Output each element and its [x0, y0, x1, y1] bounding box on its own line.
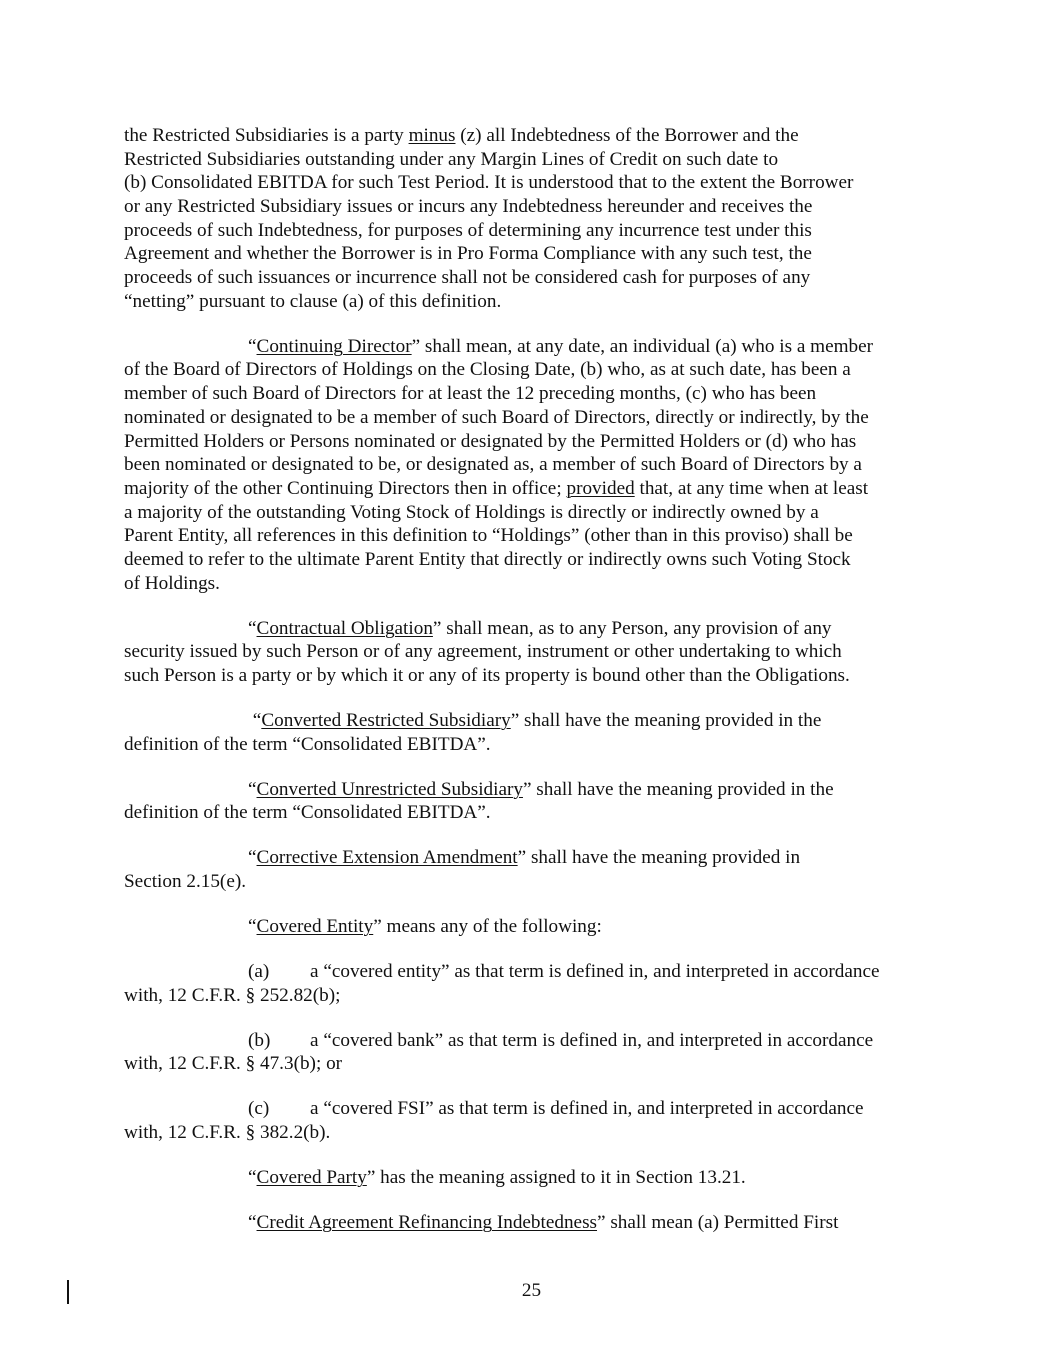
text-segment: ” shall have the meaning provided in: [517, 847, 801, 869]
text-line: [124, 846, 944, 870]
text-segment: nominated or designated to be a member of such Board of Directors, directly or indirectly, by the: [124, 406, 869, 428]
text-segment: a “covered bank” as that term is defined in, and interpreted in accordance: [310, 1029, 874, 1051]
paragraph: [124, 124, 944, 314]
text-line: [124, 124, 944, 148]
text-segment: ” shall have the meaning provided in the: [522, 778, 834, 800]
text-segment: a “covered entity” as that term is defined in, and interpreted in accordance: [310, 961, 880, 983]
defined-term: Covered Entity: [256, 916, 374, 938]
text-line: [124, 242, 944, 266]
text-segment: Permitted Holders or Persons nominated or designated by the Permitted Holders or (d) who has: [124, 430, 857, 452]
text-line: [124, 778, 944, 802]
paragraph: [124, 915, 944, 939]
text-segment: ” shall mean, as to any Person, any provision of any: [432, 617, 832, 639]
text-line: [124, 219, 944, 243]
text-segment: (z) all Indebtedness of the Borrower and the: [455, 125, 799, 146]
text-line: [124, 548, 944, 572]
clause-label: (a): [248, 961, 270, 983]
text-segment: definition of the term “Consolidated EBITDA”.: [124, 733, 491, 755]
text-segment: with, 12 C.F.R. § 47.3(b); or: [124, 1053, 343, 1075]
defined-term: Converted Unrestricted Subsidiary: [256, 778, 523, 800]
text-line: [124, 501, 944, 525]
text-segment: a “covered FSI” as that term is defined in, and interpreted in accordance: [310, 1098, 864, 1120]
text-line: [124, 664, 944, 688]
text-segment: Agreement and whether the Borrower is in Pro Forma Compliance with any such test, the: [124, 243, 812, 265]
text-line: [124, 733, 944, 757]
text-line: [124, 1097, 944, 1121]
text-segment: ” has the meaning assigned to it in Section 13.21.: [366, 1167, 746, 1189]
clause-label: (c): [248, 1098, 270, 1120]
text-segment: Restricted Subsidiaries outstanding under any Margin Lines of Credit on such date to: [124, 148, 779, 170]
text-segment: deemed to refer to the ultimate Parent Entity that directly or indirectly owns such Voting Stock: [124, 548, 851, 570]
text-segment: proceeds of such issuances or incurrence shall not be considered cash for purposes of any: [124, 267, 811, 289]
defined-term: minus: [408, 125, 456, 146]
text-line: [124, 960, 944, 984]
text-line: [124, 1029, 944, 1053]
defined-term: provided: [566, 477, 635, 499]
text-line: [124, 290, 944, 314]
text-segment: “: [248, 335, 257, 357]
text-segment: Parent Entity, all references in this definition to “Holdings” (other than in this proviso) shall be: [124, 525, 853, 547]
text-segment: with, 12 C.F.R. § 382.2(b).: [124, 1122, 331, 1144]
text-segment: proceeds of such Indebtedness, for purposes of determining any incurrence test under this: [124, 219, 812, 241]
text-segment: or any Restricted Subsidiary issues or incurs any Indebtedness hereunder and receives the: [124, 196, 813, 218]
text-line: [124, 148, 944, 172]
text-segment: been nominated or designated to be, or designated as, a member of such Board of Directors by a: [124, 454, 862, 476]
text-segment: “: [248, 916, 257, 938]
text-line: [124, 1121, 944, 1145]
paragraph: [124, 846, 944, 893]
text-segment: “: [248, 1167, 257, 1189]
text-segment: “: [248, 1212, 257, 1234]
paragraph: [124, 960, 944, 1007]
text-line: [124, 382, 944, 406]
paragraph: [124, 335, 944, 596]
paragraph: [124, 617, 944, 688]
text-line: [124, 801, 944, 825]
text-line: [124, 870, 944, 894]
paragraph: [124, 778, 944, 825]
text-line: [124, 477, 944, 501]
paragraph: [124, 1166, 944, 1190]
text-segment: “netting” pursuant to clause (a) of this definition.: [124, 290, 502, 312]
text-segment: security issued by such Person or of any agreement, instrument or other undertaking to which: [124, 641, 842, 663]
text-segment: member of such Board of Directors for at least the 12 preceding months, (c) who has been: [124, 383, 817, 405]
text-segment: with, 12 C.F.R. § 252.82(b);: [124, 984, 341, 1006]
text-line: [124, 640, 944, 664]
text-line: [124, 617, 944, 641]
text-segment: “: [248, 617, 257, 639]
paragraph: [124, 1211, 944, 1235]
text-line: [124, 335, 944, 359]
text-segment: that, at any time when at least: [634, 477, 869, 499]
paragraph: [124, 709, 944, 756]
text-line: [124, 709, 944, 733]
text-segment: Section 2.15(e).: [124, 871, 247, 893]
text-segment: majority of the other Continuing Directors then in office;: [124, 477, 567, 499]
text-segment: the Restricted Subsidiaries is a party: [124, 125, 409, 146]
text-line: [124, 524, 944, 548]
clause-label: (b): [248, 1029, 271, 1051]
text-line: [124, 430, 944, 454]
text-line: [124, 1166, 944, 1190]
text-segment: “: [248, 710, 262, 732]
text-line: [124, 1052, 944, 1076]
text-line: [124, 453, 944, 477]
text-segment: “: [248, 778, 257, 800]
text-segment: a majority of the outstanding Voting Stock of Holdings is directly or indirectly owned by a: [124, 501, 819, 523]
text-line: [124, 406, 944, 430]
page-number: 25: [521, 1280, 542, 1301]
text-line: [124, 171, 944, 195]
text-segment: definition of the term “Consolidated EBITDA”.: [124, 802, 491, 824]
defined-term: Credit Agreement Refinancing Indebtedness: [256, 1212, 598, 1234]
text-segment: ” shall have the meaning provided in the: [510, 710, 822, 732]
text-segment: ” means any of the following:: [373, 916, 602, 938]
text-segment: ” shall mean (a) Permitted First: [597, 1212, 839, 1234]
text-segment: (b) Consolidated EBITDA for such Test Period. It is understood that to the extent the Borrower: [124, 172, 854, 194]
paragraph: [124, 1029, 944, 1076]
defined-term: Continuing Director: [256, 335, 412, 357]
text-line: [124, 984, 944, 1008]
defined-term: Corrective Extension Amendment: [256, 847, 518, 869]
defined-term: Covered Party: [256, 1167, 367, 1189]
text-line: [124, 915, 944, 939]
text-line: [124, 195, 944, 219]
text-segment: such Person is a party or by which it or any of its property is bound other than the Obligations.: [124, 665, 850, 687]
text-line: [124, 1211, 944, 1235]
paragraph: [124, 1097, 944, 1144]
defined-term: Contractual Obligation: [256, 617, 433, 639]
text-segment: ” shall mean, at any date, an individual (a) who is a member: [411, 335, 874, 357]
text-segment: of Holdings.: [124, 572, 220, 594]
text-segment: “: [248, 847, 257, 869]
text-line: [124, 266, 944, 290]
text-line: [124, 572, 944, 596]
defined-term: Converted Restricted Subsidiary: [261, 710, 511, 732]
text-line: [124, 358, 944, 382]
document-body: [124, 124, 944, 1256]
text-segment: of the Board of Directors of Holdings on the Closing Date, (b) who, as at such date, has been a: [124, 359, 851, 381]
